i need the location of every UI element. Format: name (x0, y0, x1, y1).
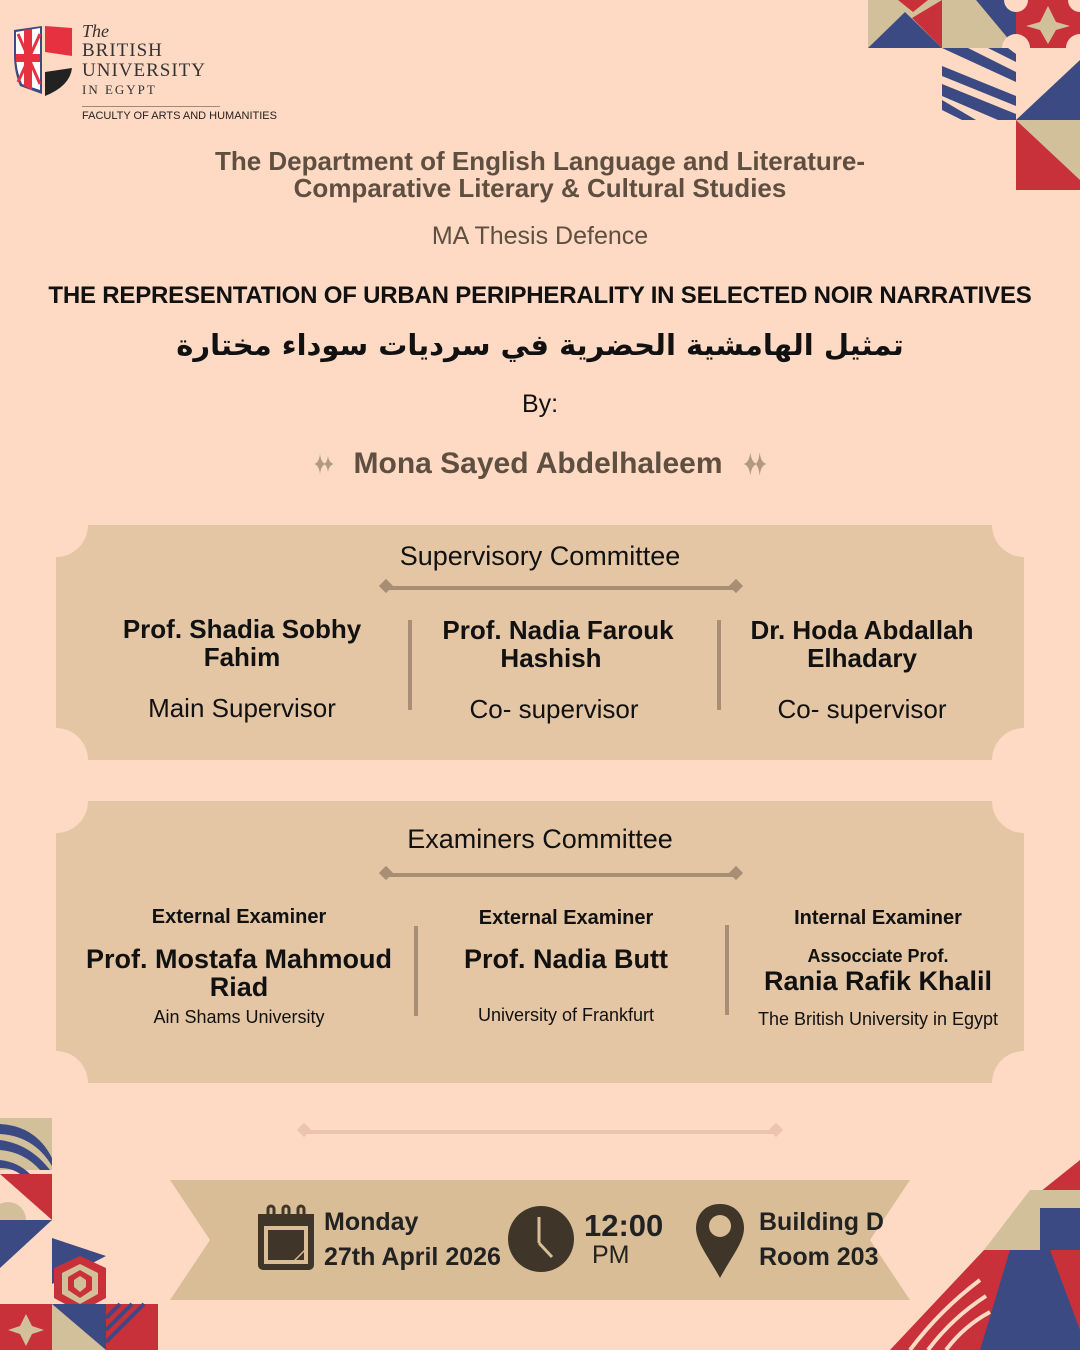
department-line-1: The Department of English Language and Literature- (214, 146, 866, 176)
examiner-member (418, 907, 714, 1026)
event-time-value: 12:00 (584, 1208, 664, 1243)
examiner-name-line-1: Prof. Nadia Butt (463, 944, 668, 974)
event-day: Monday (324, 1208, 419, 1236)
faculty-name: FACULTY OF ARTS AND HUMANITIES (82, 110, 277, 122)
event-date (324, 1205, 501, 1275)
department-line-2: Comparative Literary & Cultural Studies (293, 173, 787, 203)
member-name-line-2: Hashish (500, 643, 602, 673)
event-meridiem: PM (592, 1241, 630, 1269)
university-logo (12, 22, 292, 126)
examiner-label: External Examiner (151, 906, 327, 928)
logo-wordmark (82, 22, 206, 96)
logo-british: BRITISH (82, 40, 163, 61)
column-separator (725, 925, 729, 1015)
examiner-label: External Examiner (478, 907, 654, 929)
event-details-banner (170, 1180, 910, 1300)
title-divider (386, 586, 736, 590)
department-heading (0, 148, 1080, 202)
examiner-affiliation: Ain Shams University (153, 1007, 325, 1027)
examiner-name-line-2: Riad (209, 972, 269, 1002)
examiner-name-line-1: Rania Rafik Khalil (763, 966, 993, 996)
supervisory-committee-card (56, 525, 1024, 760)
member-role: Co- supervisor (469, 694, 639, 724)
thesis-title-english: THE REPRESENTATION OF URBAN PERIPHERALITY IN SELECTED NOIR NARRATIVES (48, 282, 1032, 309)
member-name-line-2: Fahim (203, 642, 281, 672)
member-name-line-1: Dr. Hoda Abdallah (750, 615, 974, 645)
sparkle-icon (741, 450, 769, 478)
logo-in-egypt: IN EGYPT (82, 82, 157, 97)
clock-icon (507, 1205, 575, 1273)
supervisory-committee-title: Supervisory Committee (399, 541, 681, 571)
supervisor-member (86, 615, 398, 724)
decorative-pattern-bottom-left (0, 1118, 160, 1350)
author-name: Mona Sayed Abdelhaleem (353, 447, 723, 480)
by-label: By: (521, 390, 559, 418)
supervisor-member (706, 616, 1018, 725)
sparkle-icon (312, 452, 336, 476)
examiner-title-prefix: Assocciate Prof. (807, 946, 949, 966)
event-room: Room 203 (759, 1243, 879, 1271)
examiner-affiliation: University of Frankfurt (477, 1005, 655, 1025)
author-row (0, 444, 1080, 484)
logo-divider (82, 106, 220, 107)
calendar-icon (256, 1204, 316, 1272)
member-name-line-1: Prof. Nadia Farouk (442, 615, 674, 645)
examiner-member (732, 907, 1024, 1030)
thesis-title-arabic: تمثيل الهامشية الحضرية في سرديات سوداء مختارة (176, 328, 904, 362)
section-divider (304, 1130, 776, 1134)
logo-university: UNIVERSITY (82, 60, 206, 81)
supervisor-member (402, 616, 714, 725)
event-type: MA Thesis Defence (431, 222, 649, 250)
examiner-member (76, 906, 402, 1028)
event-full-date: 27th April 2026 (324, 1243, 501, 1271)
event-time (584, 1210, 663, 1268)
member-name-line-1: Prof. Shadia Sobhy (122, 614, 362, 644)
shield-flag-icon (12, 24, 74, 96)
map-pin-icon (694, 1202, 746, 1278)
logo-the: The (82, 21, 109, 41)
member-name-line-2: Elhadary (807, 643, 917, 673)
decorative-pattern-bottom-right (890, 1150, 1080, 1350)
title-divider (386, 873, 736, 877)
examiners-committee-title: Examiners Committee (407, 824, 673, 854)
examiner-label: Internal Examiner (794, 907, 962, 929)
event-location (759, 1205, 884, 1275)
examiner-name-line-1: Prof. Mostafa Mahmoud (85, 944, 392, 974)
member-role: Main Supervisor (148, 693, 336, 723)
examiners-committee-card (56, 801, 1024, 1083)
member-role: Co- supervisor (777, 694, 947, 724)
event-building: Building D (759, 1208, 884, 1236)
examiner-affiliation: The British University in Egypt (757, 1009, 999, 1029)
